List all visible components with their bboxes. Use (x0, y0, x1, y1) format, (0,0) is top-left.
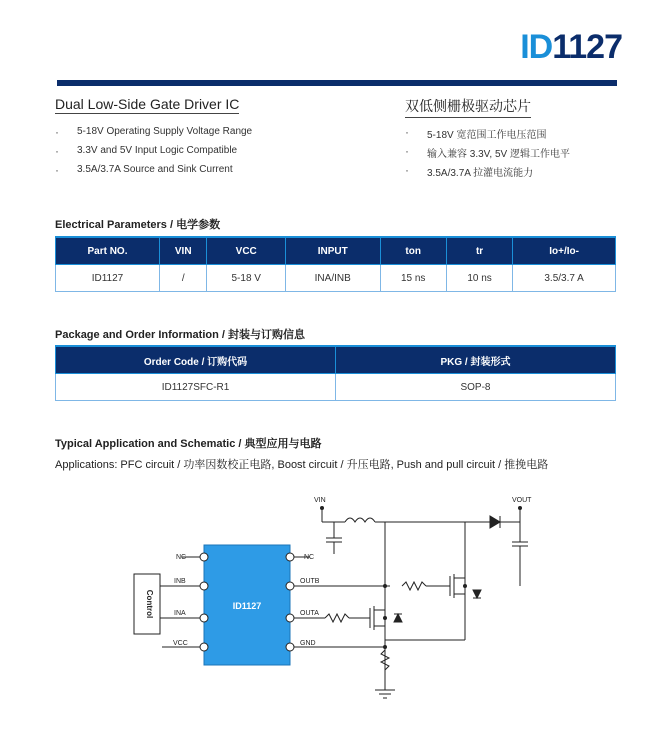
table-row (56, 374, 616, 401)
pin-label: NC (176, 554, 187, 561)
application-section-title: Typical Application and Schematic / 典型应用与电路 (55, 438, 322, 450)
feature-item: · 3.3V and 5V Input Logic Compatible (55, 145, 252, 164)
feature-item: · 3.5A/3.7A Source and Sink Current (55, 164, 252, 183)
feature-item: · 5-18V Operating Supply Voltage Range (55, 126, 252, 145)
table-header: INPUT (285, 237, 380, 265)
application-line: Applications: PFC circuit / 功率因数校正电路, Boost circuit / 升压电路, Push and pull circuit / 推挽电路 (55, 459, 549, 471)
pin-label: OUTA (300, 610, 319, 617)
brand-logo: ID1127 (520, 28, 622, 66)
table-header-row (56, 346, 616, 374)
feature-item: · 输入兼容 3.3V, 5V 逻辑工作电平 (405, 145, 570, 164)
table-header: tr (446, 237, 512, 265)
table-header: Part NO. (56, 237, 160, 265)
title-english: Dual Low-Side Gate Driver IC (55, 96, 240, 112)
table-cell: 5-18 V (207, 265, 285, 292)
package-table (55, 345, 616, 401)
pin-label: VCC (173, 640, 188, 647)
table-header: PKG / 封装形式 (336, 346, 616, 374)
pin-label: INB (174, 578, 186, 585)
electrical-table (55, 236, 616, 292)
table-cell: 15 ns (380, 265, 446, 292)
header-rule (57, 80, 617, 86)
table-header: Io+/Io- (513, 237, 616, 265)
table-cell: / (159, 265, 207, 292)
table-cell: ID1127 (56, 265, 160, 292)
table-header-row (56, 237, 616, 265)
pin-label: NC (304, 554, 315, 561)
chip-label: ID1127 (232, 601, 262, 611)
vout-label: VOUT (512, 497, 532, 504)
control-label: Control (145, 589, 154, 619)
table-row (56, 265, 616, 292)
package-section-title: Package and Order Information / 封装与订购信息 (55, 329, 305, 341)
electrical-section-title: Electrical Parameters / 电学参数 (55, 219, 221, 231)
table-header: VCC (207, 237, 285, 265)
table-cell: 10 ns (446, 265, 512, 292)
feature-item: · 3.5A/3.7A 拉灌电流能力 (405, 164, 570, 183)
vin-label: VIN (314, 497, 326, 504)
table-header: VIN (159, 237, 207, 265)
table-cell: SOP-8 (336, 374, 616, 401)
table-cell: INA/INB (285, 265, 380, 292)
pin-label: GND (300, 640, 316, 647)
table-cell: 3.5/3.7 A (513, 265, 616, 292)
pin-label: INA (174, 610, 186, 617)
table-header: Order Code / 订购代码 (56, 346, 336, 374)
title-chinese: 双低侧栅极驱动芯片 (405, 96, 531, 118)
feature-list-en (55, 126, 252, 183)
feature-list-zh (405, 126, 570, 183)
table-cell: ID1127SFC-R1 (56, 374, 336, 401)
table-header: ton (380, 237, 446, 265)
pin-label: OUTB (300, 578, 320, 585)
feature-item: · 5-18V 宽范围工作电压范围 (405, 126, 570, 145)
typical-application-schematic (120, 490, 560, 705)
